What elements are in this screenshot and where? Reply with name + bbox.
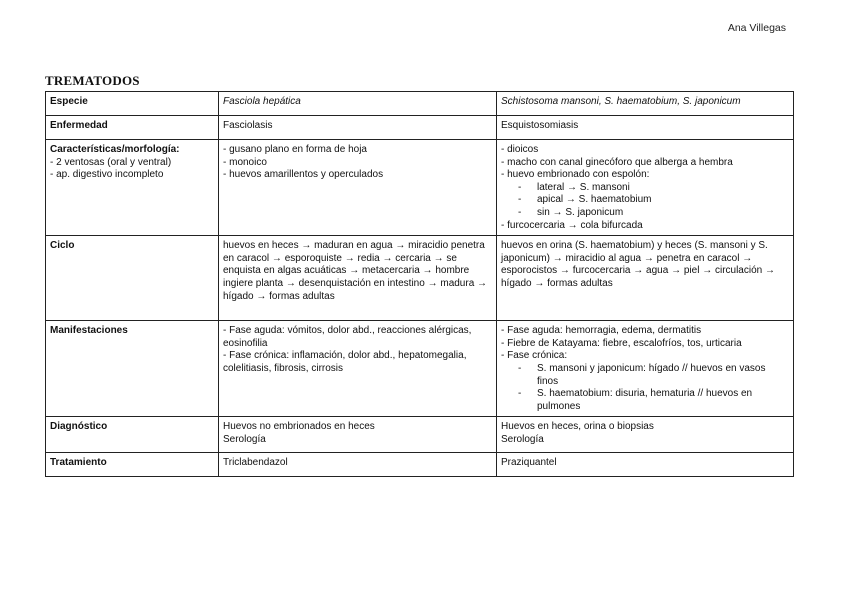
cell-manifestaciones-fasciola [219, 321, 497, 417]
row-label-enfermedad: Enfermedad [46, 116, 219, 140]
list-item: - Fase aguda: vómitos, dolor abd., reacciones alérgicas, eosinofilia [223, 325, 472, 349]
list-item: - Fiebre de Katayama: fiebre, escalofríos, tos, urticaria [501, 337, 742, 349]
table-row-especie [46, 92, 794, 116]
cell-manifestaciones-schistosoma [497, 321, 794, 417]
list-item: Serología [223, 433, 266, 445]
cell-caracteristicas-schistosoma [497, 140, 794, 236]
list-item: - huevo embrionado con espolón: [501, 169, 650, 181]
list-item: - Fase aguda: hemorragia, edema, dermatitis [501, 325, 702, 337]
list-item: Serología [501, 433, 544, 445]
cell-enfermedad-schistosoma: Esquistosomiasis [497, 116, 794, 140]
row-label-caracteristicas [46, 140, 219, 236]
list-item: - dioicos [501, 144, 539, 155]
sub-list-item: - sin → S. japonicum [501, 207, 789, 220]
cell-diagnostico-schistosoma [497, 417, 794, 453]
sub-list-item: - S. haematobium: disuria, hematuria // huevos en pulmones [501, 388, 789, 413]
cell-ciclo-fasciola: huevos en heces → maduran en agua → miracidio penetra en caracol → esporoquiste → redia → cercaria → se enquista en algas acuáticas → metacercaria → hombre ingiere planta → desenquistación en intestino → madura → hígado → formas adultas [219, 236, 497, 321]
cell-ciclo-schistosoma: huevos en orina (S. haematobium) y heces (S. mansoni y S. japonicum) → miracidio al agua → penetra en caracol → esporocistos → furcocercaria → agua → piel → circulación → hígado → formas adultas [497, 236, 794, 321]
list-item: Huevos no embrionados en heces [223, 421, 375, 433]
cell-tratamiento-fasciola: Triclabendazol [219, 453, 497, 477]
table-row-ciclo [46, 236, 794, 321]
caracteristicas-note: - 2 ventosas (oral y ventral) [50, 156, 172, 168]
list-item: - huevos amarillentos y operculados [223, 169, 384, 181]
caracteristicas-note: - ap. digestivo incompleto [50, 169, 164, 181]
table-row-manifestaciones [46, 321, 794, 417]
cell-diagnostico-fasciola [219, 417, 497, 453]
list-item: - macho con canal ginecóforo que alberga a hembra [501, 156, 733, 168]
author-name: Ana Villegas [727, 22, 786, 34]
list-item: - furcocercaria → cola bifurcada [501, 219, 643, 231]
list-item: - monoico [223, 156, 267, 168]
table-row-diagnostico [46, 417, 794, 453]
caracteristicas-heading: Características/morfología: [50, 144, 180, 155]
sub-list-item: - apical → S. haematobium [501, 194, 789, 207]
trematodos-table [45, 91, 794, 477]
cell-enfermedad-fasciola: Fasciolasis [219, 116, 497, 140]
list-item: - Fase crónica: inflamación, dolor abd., hepatomegalia, colelitiasis, fibrosis, cirrosis [223, 350, 467, 374]
sub-list-item: - lateral → S. mansoni [501, 182, 789, 195]
page-title: TREMATODOS [45, 73, 140, 88]
cell-caracteristicas-fasciola [219, 140, 497, 236]
row-label-ciclo: Ciclo [46, 236, 219, 321]
cell-tratamiento-schistosoma: Praziquantel [497, 453, 794, 477]
cell-especie-fasciola: Fasciola hepática [219, 92, 497, 116]
sub-list-item: - S. mansoni y japonicum: hígado // huevos en vasos finos [501, 363, 789, 388]
list-item: Huevos en heces, orina o biopsias [501, 421, 654, 433]
table-row-caracteristicas [46, 140, 794, 236]
row-label-especie: Especie [46, 92, 219, 116]
table-row-enfermedad [46, 116, 794, 140]
list-item: - Fase crónica: [501, 350, 568, 362]
table-row-tratamiento [46, 453, 794, 477]
row-label-tratamiento: Tratamiento [46, 453, 219, 477]
row-label-manifestaciones: Manifestaciones [46, 321, 219, 417]
row-label-diagnostico: Diagnóstico [46, 417, 219, 453]
list-item: - gusano plano en forma de hoja [223, 144, 367, 155]
cell-especie-schistosoma: Schistosoma mansoni, S. haematobium, S. japonicum [497, 92, 794, 116]
